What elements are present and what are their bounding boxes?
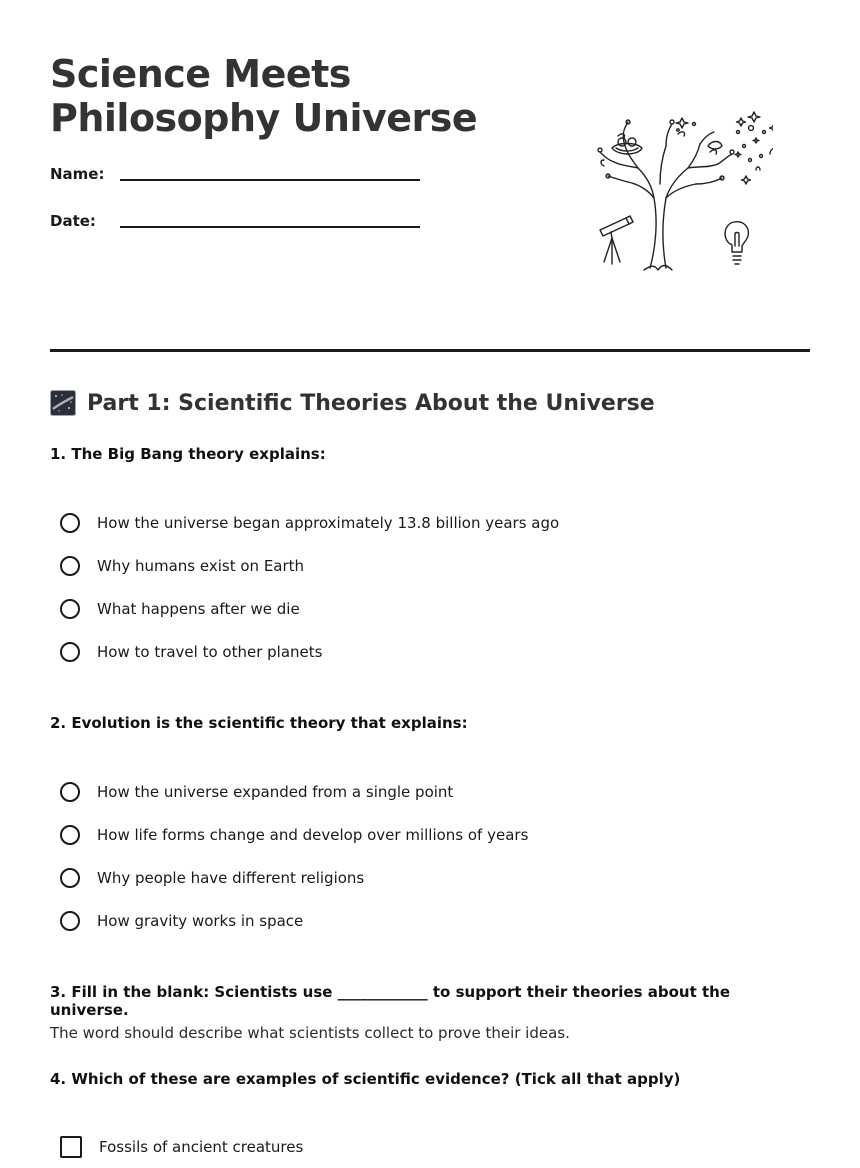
radio-button[interactable]: [60, 825, 80, 845]
q1-option-3[interactable]: [60, 587, 559, 630]
name-line[interactable]: [120, 179, 420, 181]
q2-option-1[interactable]: [60, 770, 528, 813]
part1-heading-text: Part 1: Scientific Theories About the Universe: [87, 390, 655, 416]
date-field[interactable]: [50, 212, 430, 236]
worksheet-header: [50, 0, 810, 352]
option-label: Why humans exist on Earth: [97, 556, 305, 575]
q1-option-2[interactable]: [60, 544, 559, 587]
option-label: How gravity works in space: [97, 911, 304, 930]
option-label: How the universe began approximately 13.8 billion years ago: [97, 513, 560, 532]
date-line[interactable]: [120, 226, 420, 228]
question-1-prompt: 1. The Big Bang theory explains:: [50, 445, 326, 463]
q2-option-3[interactable]: [60, 856, 528, 899]
option-label: How life forms change and develop over millions of years: [97, 825, 529, 844]
title-line-1: Science Meets: [50, 52, 351, 96]
q1-option-4[interactable]: [60, 630, 559, 673]
radio-button[interactable]: [60, 599, 80, 619]
option-label: What happens after we die: [97, 599, 300, 618]
question-1-options: [60, 501, 559, 673]
option-label: How the universe expanded from a single point: [97, 782, 454, 801]
tree-telescope-stars-lightbulb-illustration: [578, 106, 773, 274]
radio-button[interactable]: [60, 911, 80, 931]
worksheet-title: [50, 52, 490, 140]
question-3-prompt: 3. Fill in the blank: Scientists use ____________ to support their theories about the universe.: [50, 983, 730, 1019]
q2-option-2[interactable]: [60, 813, 528, 856]
option-label: Fossils of ancient creatures: [99, 1137, 304, 1156]
checkbox[interactable]: [60, 1136, 82, 1158]
header-divider: [50, 349, 810, 352]
worksheet-page: [50, 0, 810, 1156]
question-2-options: [60, 770, 528, 942]
title-line-2: Philosophy Universe: [50, 96, 478, 140]
radio-button[interactable]: [60, 782, 80, 802]
radio-button[interactable]: [60, 513, 80, 533]
radio-button[interactable]: [60, 556, 80, 576]
q1-option-1[interactable]: [60, 501, 559, 544]
date-label: Date:: [50, 212, 96, 230]
question-3-hint: The word should describe what scientists collect to prove their ideas.: [50, 1024, 570, 1042]
question-2-prompt: 2. Evolution is the scientific theory that explains:: [50, 714, 468, 732]
question-4-options: [60, 1125, 303, 1168]
milky-way-icon: [50, 390, 76, 416]
q2-option-4[interactable]: [60, 899, 528, 942]
question-4-prompt: 4. Which of these are examples of scientific evidence? (Tick all that apply): [50, 1070, 681, 1088]
name-field[interactable]: [50, 165, 430, 189]
name-label: Name:: [50, 165, 105, 183]
option-label: How to travel to other planets: [97, 642, 323, 661]
option-label: Why people have different religions: [97, 868, 365, 887]
part1-heading: [50, 386, 655, 420]
radio-button[interactable]: [60, 642, 80, 662]
q4-option-1[interactable]: [60, 1125, 303, 1168]
radio-button[interactable]: [60, 868, 80, 888]
